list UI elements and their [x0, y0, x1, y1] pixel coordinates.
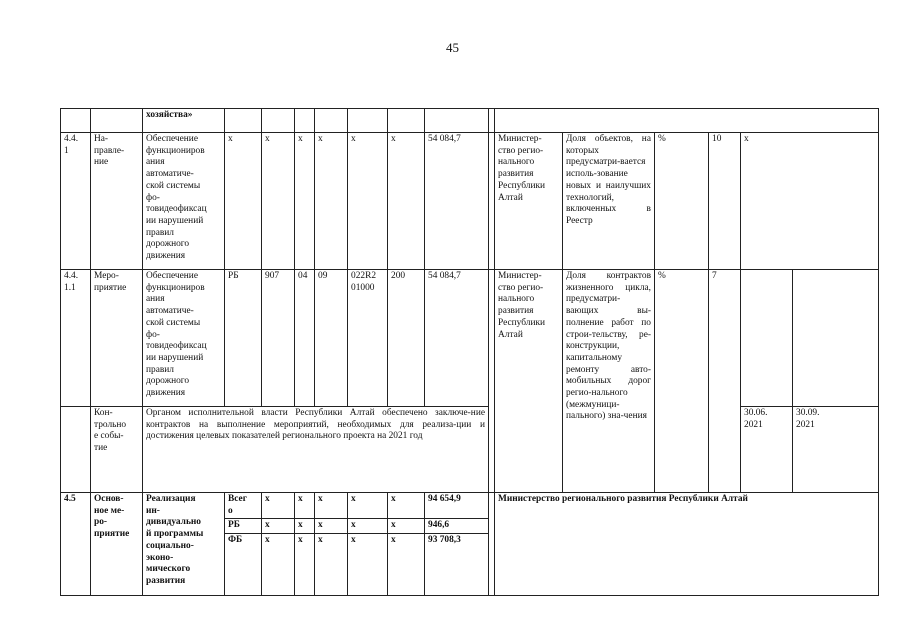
target-article-code: х [348, 133, 388, 270]
activity-name: Обеспечение функциониров ания автоматиче- ской системы фо- товидеофиксац ии нарушений правил дорожного движения [143, 270, 225, 407]
row-type: Меро- приятие [91, 270, 143, 407]
expense-type-code: 200 [388, 270, 425, 407]
target-article-code: х [348, 534, 388, 596]
funding-source: РБ [225, 519, 262, 534]
target-article-code: 022R2 01000 [348, 270, 388, 407]
funding-amount: 946,6 [425, 519, 489, 534]
indicator-unit: % [655, 270, 709, 493]
section-code: х [295, 534, 315, 596]
activity-name-tail: хозяйства» [143, 109, 225, 133]
indicator-name: Доля контрактов жизненного цикла, предусматри-вающих вы-полнение работ по строи-тельству, ре-конструкции, капитальному ремонту авто-мобильных дорог регио-нального (межмуници-пального) зна-чения [563, 270, 655, 493]
row-number: 4.4. 1.1 [61, 270, 91, 407]
section-code: 04 [295, 270, 315, 407]
row-number: 4.5 [61, 493, 91, 596]
indicator-value: 7 [709, 270, 741, 493]
funding-source: РБ [225, 270, 262, 407]
indicator-name: Доля объектов, на которых предусматри-вается исполь-зование новых и наилучших технологий, включенных в Реестр [563, 133, 655, 270]
funding-amount: 94 654,9 [425, 493, 489, 519]
control-date-start: 30.06. 2021 [741, 407, 793, 493]
table-row-4-5 [61, 493, 879, 519]
grbs-code: х [262, 519, 295, 534]
table-row-control-event [61, 407, 879, 493]
funding-amount: 93 708,3 [425, 534, 489, 596]
expense-type-code: х [388, 493, 425, 519]
subsection-code: х [315, 519, 348, 534]
section-code: х [295, 133, 315, 270]
activity-name: Реализация ин- дивидуально й программы социально- эконо- мического развития [143, 493, 225, 596]
executor: Министер- ство регио- нального развития Республики Алтай [495, 133, 563, 270]
funding-source: ФБ [225, 534, 262, 596]
executor: Министер- ство регио- нального развития Республики Алтай [495, 270, 563, 493]
funding-amount: 54 084,7 [425, 133, 489, 270]
control-date-end: 30.09. 2021 [793, 407, 879, 493]
table-row-4-4-1 [61, 133, 879, 270]
grbs-code: х [262, 133, 295, 270]
target-article-code: х [348, 493, 388, 519]
section-code: х [295, 493, 315, 519]
target-article-code: х [348, 519, 388, 534]
activity-name: Обеспечение функциониров ания автоматиче- ской системы фо- товидеофиксац ии нарушений правил дорожного движения [143, 133, 225, 270]
expense-type-code: х [388, 133, 425, 270]
row-type: На- правле- ние [91, 133, 143, 270]
funding-source: Всег о [225, 493, 262, 519]
subsection-code: х [315, 493, 348, 519]
indicator-unit: % [655, 133, 709, 270]
subsection-code: х [315, 534, 348, 596]
program-table [60, 108, 879, 596]
executor-full: Министерство регионального развития Республики Алтай [495, 493, 879, 596]
funding-source: х [225, 133, 262, 270]
table-row-continuation [61, 109, 879, 133]
row-type: Основ- ное ме- ро- приятие [91, 493, 143, 596]
grbs-code: 907 [262, 270, 295, 407]
funding-amount: 54 084,7 [425, 270, 489, 407]
grbs-code: х [262, 493, 295, 519]
page-number: 45 [446, 40, 459, 55]
subsection-code: 09 [315, 270, 348, 407]
table-row-4-4-1-1 [61, 270, 879, 407]
section-code: х [295, 519, 315, 534]
subsection-code: х [315, 133, 348, 270]
control-event-text: Органом исполнительной власти Республики Алтай обеспечено заключе-ние контрактов на выполнение мероприятий, необходимых для реализа-ции и достижения целевых показателей регионального проекта на 2021 год [143, 407, 489, 493]
row-type: Кон- трольно е собы- тие [91, 407, 143, 493]
expense-type-code: х [388, 534, 425, 596]
indicator-x: х [741, 133, 879, 270]
indicator-value: 10 [709, 133, 741, 270]
row-number: 4.4. 1 [61, 133, 91, 270]
expense-type-code: х [388, 519, 425, 534]
grbs-code: х [262, 534, 295, 596]
